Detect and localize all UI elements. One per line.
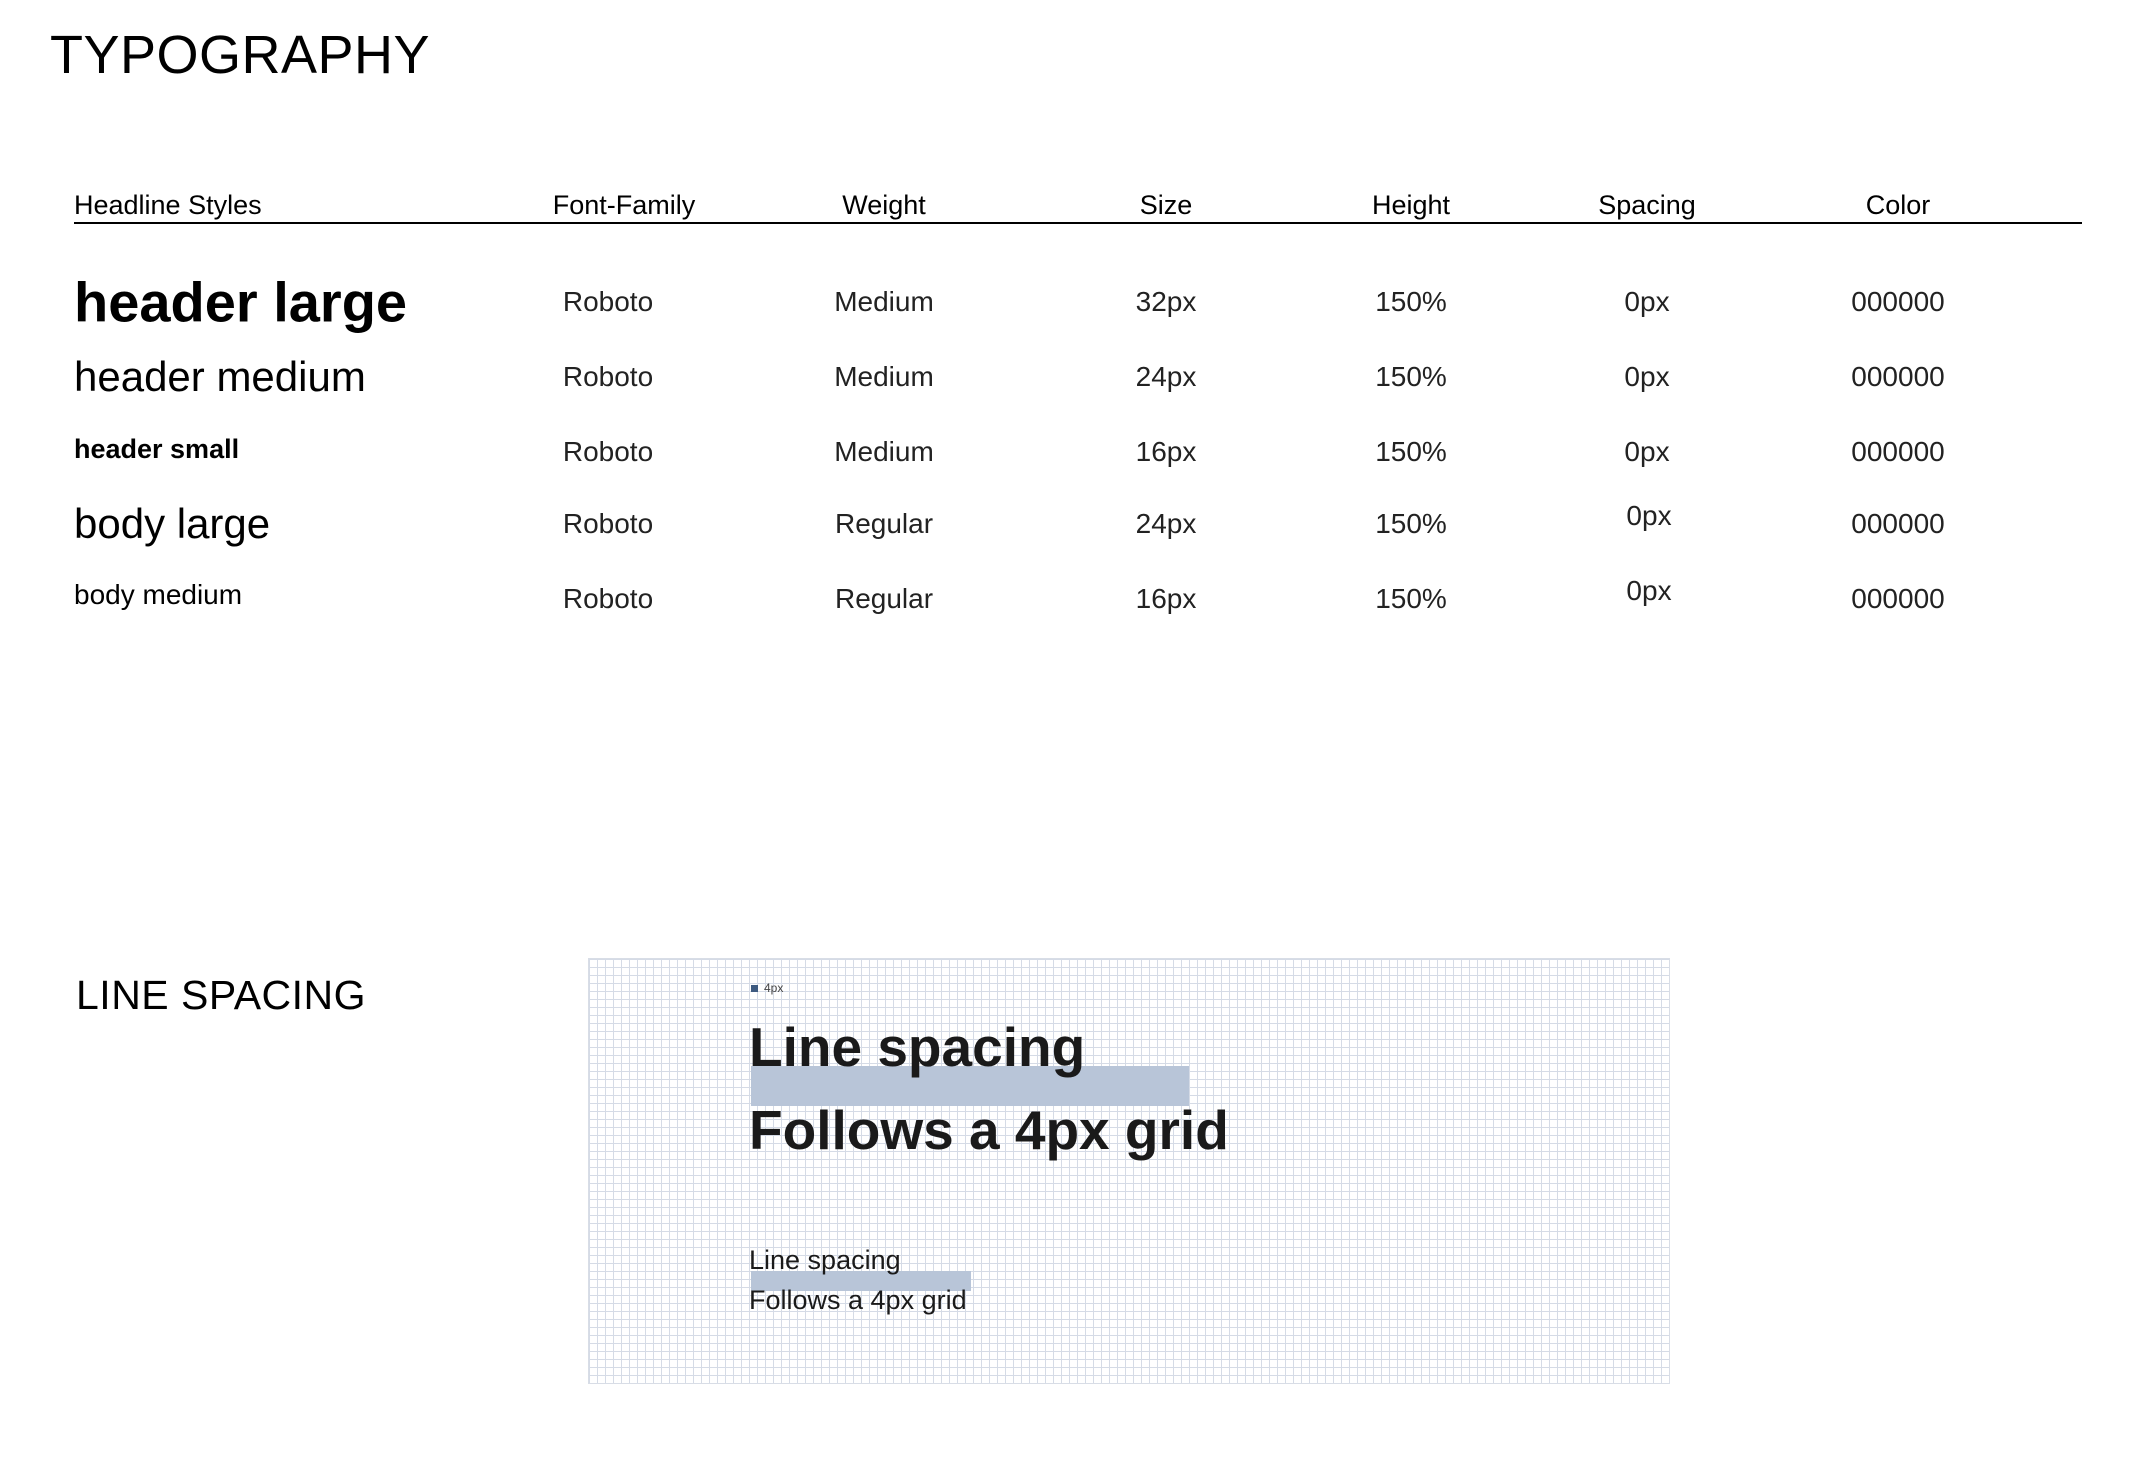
line-spacing-grid-panel [588, 958, 1670, 1384]
column-header-height: Height [1371, 190, 1451, 220]
column-header-font-family: Font-Family [552, 190, 696, 220]
color-cell: 000000 [1851, 286, 1945, 317]
weight-cell: Medium [834, 436, 934, 467]
style-name-header-small: header small [74, 434, 240, 465]
weight-cell: Regular [834, 583, 934, 614]
size-cell: 32px [1135, 286, 1197, 317]
style-name-body-medium: body medium [74, 579, 243, 611]
weight-cell: Medium [834, 361, 934, 392]
table-header [74, 180, 2082, 224]
color-cell: 000000 [1851, 361, 1945, 392]
font-family-cell: Roboto [562, 361, 654, 392]
large-sample-line-2: Follows a 4px grid [749, 1099, 1229, 1161]
spacing-cell: 0px [1624, 286, 1670, 317]
grid-legend [751, 981, 783, 995]
style-name-header-large: header large [74, 270, 408, 334]
spacing-cell: 0px [1624, 436, 1670, 467]
height-cell: 150% [1375, 508, 1447, 539]
height-cell: 150% [1375, 436, 1447, 467]
column-header-color: Color [1865, 190, 1931, 220]
font-family-cell: Roboto [562, 508, 654, 539]
size-cell: 16px [1135, 436, 1197, 467]
height-cell: 150% [1375, 361, 1447, 392]
column-header-size: Size [1139, 190, 1193, 220]
font-family-cell: Roboto [562, 286, 654, 317]
typography-table [74, 180, 2082, 614]
column-header-spacing: Spacing [1598, 190, 1696, 220]
small-sample-line-1: Line spacing [749, 1245, 901, 1275]
style-name-header-medium: header medium [74, 353, 366, 400]
grid-legend-swatch [751, 985, 758, 992]
spacing-cell: 0px [1626, 575, 1672, 606]
font-family-cell: Roboto [562, 436, 654, 467]
line-spacing-title: LINE SPACING [76, 972, 367, 1018]
page-title: TYPOGRAPHY [50, 25, 431, 85]
column-header-headline-styles: Headline Styles [74, 190, 262, 220]
size-cell: 24px [1135, 508, 1197, 539]
color-cell: 000000 [1851, 436, 1945, 467]
color-cell: 000000 [1851, 508, 1945, 539]
grid-legend-label: 4px [764, 981, 784, 995]
size-cell: 16px [1135, 583, 1197, 614]
height-cell: 150% [1375, 286, 1447, 317]
font-family-cell: Roboto [562, 583, 654, 614]
column-header-weight: Weight [842, 190, 926, 220]
large-sample-line-1: Line spacing [749, 1016, 1086, 1078]
color-cell: 000000 [1851, 583, 1945, 614]
weight-cell: Medium [834, 286, 934, 317]
style-name-body-large: body large [74, 500, 271, 547]
size-cell: 24px [1135, 361, 1197, 392]
weight-cell: Regular [834, 508, 934, 539]
spacing-cell: 0px [1626, 500, 1672, 531]
small-sample-line-2: Follows a 4px grid [749, 1285, 967, 1315]
height-cell: 150% [1375, 583, 1447, 614]
spacing-cell: 0px [1624, 361, 1670, 392]
